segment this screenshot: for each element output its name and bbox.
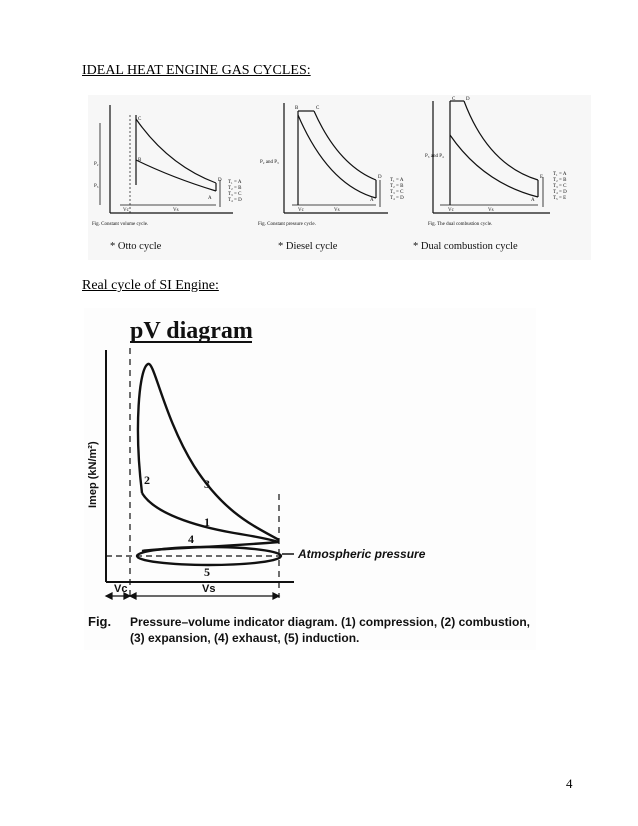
curve-label-4: 4 xyxy=(188,532,194,546)
volume-dimension-arrows xyxy=(106,593,279,599)
svg-text:T₂ = B: T₂ = B xyxy=(390,184,404,189)
svg-text:Vs: Vs xyxy=(334,208,340,213)
svg-text:T₂ = B: T₂ = B xyxy=(228,186,242,191)
vc-label: Vc xyxy=(114,583,128,595)
svg-text:B: B xyxy=(138,158,142,163)
svg-text:T₃ = C: T₃ = C xyxy=(390,190,404,195)
pv-caption-line-1: Pressure–volume indicator diagram. (1) compression, (2) combustion, xyxy=(130,615,530,629)
curve-label-3: 3 xyxy=(204,477,210,491)
curve-label-1: 1 xyxy=(204,515,210,529)
svg-text:C: C xyxy=(138,117,142,122)
dual-diagram xyxy=(433,101,550,213)
svg-text:Vc: Vc xyxy=(123,208,129,213)
svg-text:Vs: Vs xyxy=(173,208,179,213)
svg-text:T₅ = E: T₅ = E xyxy=(553,196,567,201)
compression-curve xyxy=(142,493,279,542)
ideal-cycles-figure xyxy=(88,95,591,260)
svg-text:Vc: Vc xyxy=(448,208,454,213)
svg-text:P₂: P₂ xyxy=(94,162,99,167)
svg-text:D: D xyxy=(218,178,222,183)
ideal-cycles-svg xyxy=(88,95,591,260)
svg-text:C: C xyxy=(452,97,456,102)
pv-diagram-svg xyxy=(84,308,536,650)
svg-text:T₂ = B: T₂ = B xyxy=(553,178,567,183)
svg-text:P₃: P₃ xyxy=(94,184,99,189)
svg-text:Vs: Vs xyxy=(488,208,494,213)
diesel-diagram xyxy=(284,103,388,213)
svg-text:T₃ = C: T₃ = C xyxy=(553,184,567,189)
svg-text:T₄ = D: T₄ = D xyxy=(228,198,242,203)
svg-text:T₄ = D: T₄ = D xyxy=(390,196,404,201)
svg-text:T₄ = D: T₄ = D xyxy=(553,190,567,195)
svg-text:B: B xyxy=(295,106,299,111)
small-fig-label-diesel: Fig. Constant pressure cycle. xyxy=(258,222,316,227)
caption-otto: * Otto cycle xyxy=(110,241,162,252)
svg-text:A: A xyxy=(531,198,535,203)
svg-text:A: A xyxy=(370,198,374,203)
small-fig-label-otto: Fig. Constant volume cycle. xyxy=(92,222,149,227)
svg-text:T₁ = A: T₁ = A xyxy=(228,180,242,185)
svg-text:A: A xyxy=(208,196,212,201)
combustion-expansion-curve xyxy=(138,364,279,540)
heading-ideal-cycles: IDEAL HEAT ENGINE GAS CYCLES: xyxy=(82,63,311,78)
pv-y-axis-label: Imep (kN/m²) xyxy=(87,441,99,508)
small-fig-label-dual: Fig. The dual combustion cycle. xyxy=(428,222,493,227)
curve-label-2: 2 xyxy=(144,473,150,487)
svg-text:T₁ = A: T₁ = A xyxy=(553,172,567,177)
svg-text:C: C xyxy=(316,106,320,111)
svg-text:E: E xyxy=(540,175,544,180)
svg-text:D: D xyxy=(466,97,470,102)
pv-caption-line-2: (3) expansion, (4) exhaust, (5) induction. xyxy=(130,631,360,645)
heading-real-cycle: Real cycle of SI Engine: xyxy=(82,278,219,293)
svg-text:P₂ and P₃: P₂ and P₃ xyxy=(260,160,279,165)
page-number: 4 xyxy=(566,776,573,791)
pv-fig-prefix: Fig. xyxy=(88,614,112,629)
svg-text:D: D xyxy=(378,175,382,180)
svg-text:T₃ = C: T₃ = C xyxy=(228,192,242,197)
atmospheric-pressure-label: Atmospheric pressure xyxy=(298,547,426,561)
vs-label: Vs xyxy=(202,583,216,595)
otto-diagram xyxy=(100,105,233,213)
pv-cycle-curves xyxy=(137,364,281,565)
curve-label-5: 5 xyxy=(204,565,210,579)
pv-diagram-title: pV diagram xyxy=(130,318,253,344)
svg-text:Vc: Vc xyxy=(298,208,304,213)
caption-dual: * Dual combustion cycle xyxy=(413,241,518,252)
pv-diagram-figure xyxy=(84,308,536,650)
svg-text:P₃ and P₄: P₃ and P₄ xyxy=(425,154,444,159)
caption-diesel: * Diesel cycle xyxy=(278,241,338,252)
svg-text:T₁ = A: T₁ = A xyxy=(390,178,404,183)
